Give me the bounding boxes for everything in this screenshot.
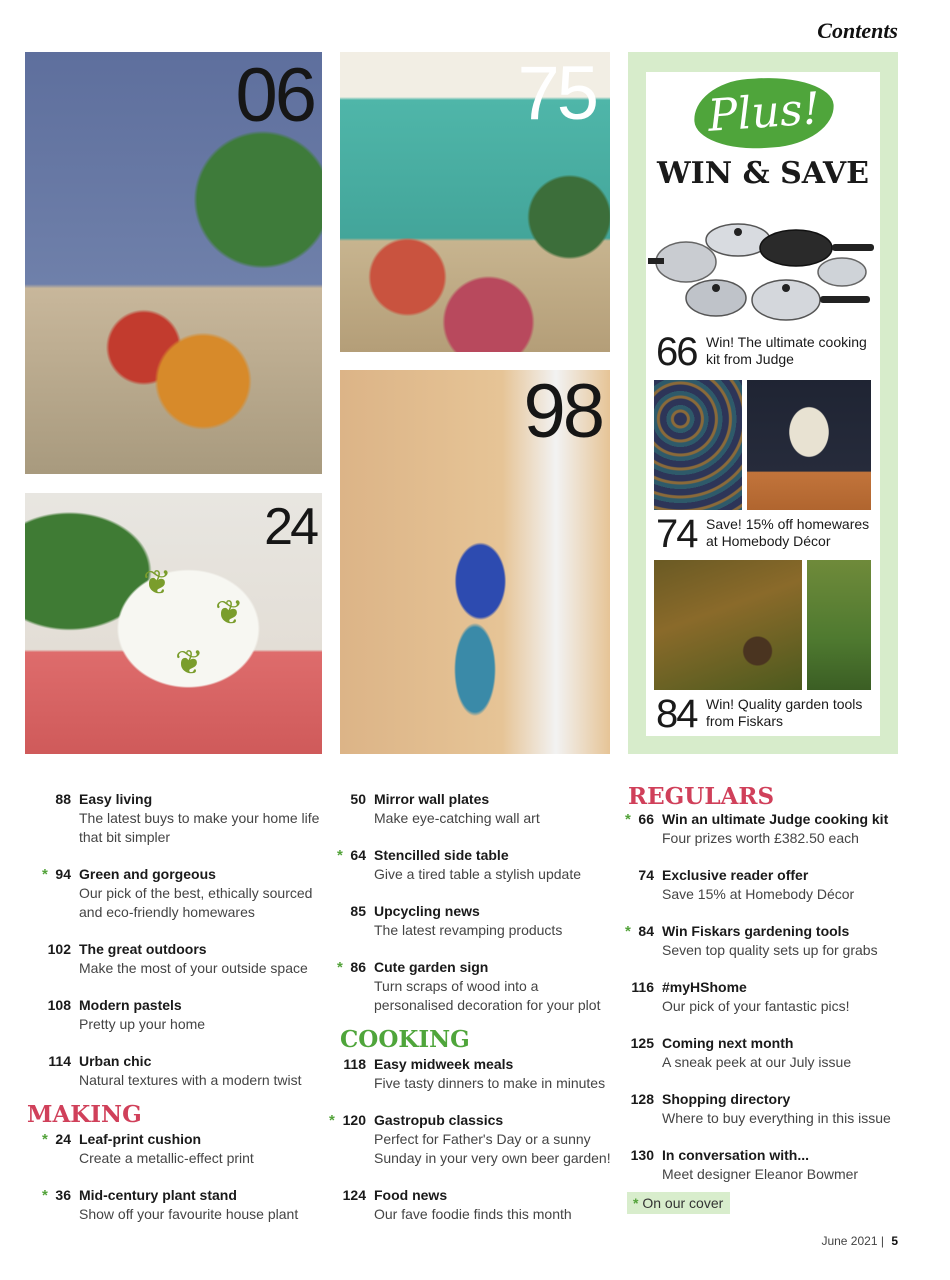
entry-description: The latest revamping products bbox=[374, 922, 563, 938]
photo-bathroom-mirror[interactable] bbox=[747, 380, 871, 510]
cover-note-text: On our cover bbox=[642, 1195, 724, 1211]
offer-cooking-kit[interactable] bbox=[656, 330, 880, 374]
entry-page-number: 116 bbox=[631, 979, 654, 995]
entry-description: Where to buy everything in this issue bbox=[662, 1110, 891, 1126]
entry-title: The great outdoors bbox=[79, 941, 207, 957]
contents-entry[interactable] bbox=[27, 996, 327, 1034]
contents-entry[interactable] bbox=[322, 958, 617, 1015]
page-number: 5 bbox=[891, 1234, 898, 1248]
entry-page-number: 124 bbox=[342, 1187, 366, 1203]
entry-title: In conversation with... bbox=[662, 1147, 810, 1163]
entry-page-number: 130 bbox=[630, 1147, 654, 1163]
entry-page-number: 86 bbox=[350, 959, 366, 975]
cover-star-icon: * bbox=[42, 1131, 48, 1148]
photo-garden-office[interactable] bbox=[340, 370, 610, 754]
contents-entry[interactable] bbox=[610, 810, 910, 848]
entry-page-number: 118 bbox=[343, 1056, 366, 1072]
section-heading-making: MAKING bbox=[27, 1101, 142, 1128]
entry-description: Five tasty dinners to make in minutes bbox=[374, 1075, 606, 1091]
entry-page-number: 108 bbox=[47, 997, 71, 1013]
contents-entry[interactable] bbox=[610, 866, 910, 904]
contents-column-3 bbox=[610, 784, 910, 1202]
entry-description: Four prizes worth £382.50 each bbox=[662, 830, 859, 846]
offer-text: Win! Quality garden tools from Fiskars bbox=[706, 696, 863, 729]
contents-entry[interactable] bbox=[322, 1186, 617, 1224]
cover-star-icon: * bbox=[337, 959, 343, 976]
on-our-cover-key bbox=[627, 1192, 730, 1214]
contents-entry[interactable] bbox=[322, 846, 617, 884]
entry-page-number: 128 bbox=[630, 1091, 654, 1107]
entry-description: Perfect for Father's Day or a sunny Sunday in your very own beer garden! bbox=[374, 1131, 611, 1166]
contents-column-2 bbox=[322, 790, 617, 1242]
photo-leaf-cushion[interactable] bbox=[25, 493, 322, 754]
leaf-icon: ❦ bbox=[143, 564, 172, 602]
win-and-save-inner bbox=[646, 72, 880, 736]
entry-description: Seven top quality sets up for grabs bbox=[662, 942, 878, 958]
cover-star-icon: * bbox=[42, 1187, 48, 1204]
cover-star-icon: * bbox=[329, 1112, 335, 1129]
contents-entry[interactable] bbox=[322, 790, 617, 828]
photo-page-number: 06 bbox=[235, 53, 314, 138]
entry-description: Our pick of the best, ethically sourced and eco-friendly homewares bbox=[79, 885, 313, 920]
photo-outdoor-patio[interactable] bbox=[25, 52, 322, 474]
entry-title: #myHShome bbox=[662, 979, 747, 995]
contents-entry[interactable] bbox=[27, 940, 327, 978]
entry-page-number: 66 bbox=[638, 811, 654, 827]
entry-description: A sneak peek at our July issue bbox=[662, 1054, 852, 1070]
entry-description: Meet designer Eleanor Bowmer bbox=[662, 1166, 859, 1182]
entry-description: Our pick of your fantastic pics! bbox=[662, 998, 850, 1014]
entry-page-number: 24 bbox=[55, 1131, 71, 1147]
contents-entry[interactable] bbox=[27, 1130, 327, 1168]
entry-title: Coming next month bbox=[662, 1035, 794, 1051]
entry-title: Cute garden sign bbox=[374, 959, 489, 975]
entry-title: Mid-century plant stand bbox=[79, 1187, 237, 1203]
contents-entry[interactable] bbox=[27, 865, 327, 922]
contents-entry[interactable] bbox=[322, 1055, 617, 1093]
contents-entry[interactable] bbox=[610, 1090, 910, 1128]
entry-title: Modern pastels bbox=[79, 997, 182, 1013]
contents-entry[interactable] bbox=[322, 902, 617, 940]
entry-description: Save 15% at Homebody Décor bbox=[662, 886, 855, 902]
entry-description: The latest buys to make your home life that bit simpler bbox=[79, 810, 320, 845]
entry-description: Natural textures with a modern twist bbox=[79, 1072, 302, 1088]
entry-title: Upcycling news bbox=[374, 903, 480, 919]
win-save-title: WIN & SAVE bbox=[656, 156, 870, 191]
entry-description: Create a metallic-effect print bbox=[79, 1150, 254, 1166]
entry-page-number: 114 bbox=[48, 1053, 71, 1069]
cover-star-icon: * bbox=[42, 866, 48, 883]
entry-description: Make eye-catching wall art bbox=[374, 810, 540, 826]
contents-entry[interactable] bbox=[27, 1052, 327, 1090]
contents-column-1 bbox=[27, 790, 327, 1242]
entry-title: Gastropub classics bbox=[374, 1112, 504, 1128]
entry-page-number: 74 bbox=[638, 867, 654, 883]
page-folio bbox=[821, 1234, 898, 1248]
plus-badge: Plus! bbox=[692, 73, 837, 153]
offer-text: Save! 15% off homewares at Homebody Décor bbox=[706, 516, 870, 549]
entry-page-number: 36 bbox=[55, 1187, 71, 1203]
entry-title: Mirror wall plates bbox=[374, 791, 490, 807]
photo-garden-leaf-blower[interactable] bbox=[654, 560, 802, 690]
photo-peacock-wallpaper[interactable] bbox=[654, 380, 742, 510]
photo-page-number: 24 bbox=[264, 498, 316, 556]
cover-star-icon: * bbox=[337, 847, 343, 864]
photo-teal-living-room[interactable] bbox=[340, 52, 610, 352]
section-heading-regulars: REGULARS bbox=[628, 783, 775, 810]
entry-page-number: 50 bbox=[350, 791, 366, 807]
contents-entry[interactable] bbox=[610, 1146, 910, 1184]
entry-page-number: 125 bbox=[630, 1035, 654, 1051]
entry-description: Turn scraps of wood into a personalised decoration for your plot bbox=[374, 978, 601, 1013]
entry-page-number: 94 bbox=[55, 866, 71, 882]
contents-heading: Contents bbox=[817, 18, 898, 43]
entry-title: Urban chic bbox=[79, 1053, 152, 1069]
entry-page-number: 88 bbox=[55, 791, 71, 807]
offer-homewares[interactable] bbox=[656, 512, 880, 556]
entry-description: Give a tired table a stylish update bbox=[374, 866, 582, 882]
offer-garden-tools[interactable] bbox=[656, 692, 880, 736]
contents-entry[interactable] bbox=[610, 978, 910, 1016]
folio-separator: | bbox=[880, 1234, 884, 1248]
contents-entry[interactable] bbox=[610, 1034, 910, 1072]
leaf-icon: ❦ bbox=[175, 644, 204, 682]
offer-page-number: 74 bbox=[656, 512, 697, 556]
entry-page-number: 64 bbox=[350, 847, 366, 863]
entry-title: Shopping directory bbox=[662, 1091, 791, 1107]
cover-star-icon: * bbox=[633, 1195, 639, 1211]
contents-entry[interactable] bbox=[322, 1111, 617, 1168]
photo-page-number: 98 bbox=[523, 370, 602, 454]
cover-star-icon: * bbox=[625, 811, 631, 828]
entry-page-number: 84 bbox=[638, 923, 654, 939]
entry-description: Show off your favourite house plant bbox=[79, 1206, 299, 1222]
entry-description: Make the most of your outside space bbox=[79, 960, 308, 976]
entry-title: Win an ultimate Judge cooking kit bbox=[662, 811, 889, 827]
section-heading-cooking: COOKING bbox=[340, 1026, 470, 1053]
entry-description: Our fave foodie finds this month bbox=[374, 1206, 572, 1222]
entry-title: Leaf-print cushion bbox=[79, 1131, 202, 1147]
contents-entry[interactable] bbox=[27, 790, 327, 847]
entry-page-number: 85 bbox=[350, 903, 366, 919]
photo-page-number: 75 bbox=[517, 52, 596, 136]
entry-page-number: 102 bbox=[47, 941, 71, 957]
entry-title: Easy midweek meals bbox=[374, 1056, 514, 1072]
offer-page-number: 84 bbox=[656, 692, 697, 736]
entry-title: Food news bbox=[374, 1187, 448, 1203]
entry-title: Win Fiskars gardening tools bbox=[662, 923, 850, 939]
photo-garden-fork[interactable] bbox=[807, 560, 871, 690]
entry-title: Exclusive reader offer bbox=[662, 867, 809, 883]
issue-date: June 2021 bbox=[821, 1234, 878, 1248]
contents-entry[interactable] bbox=[27, 1186, 327, 1224]
cover-star-icon: * bbox=[625, 923, 631, 940]
entry-title: Easy living bbox=[79, 791, 153, 807]
contents-entry[interactable] bbox=[610, 922, 910, 960]
entry-title: Stencilled side table bbox=[374, 847, 509, 863]
win-and-save-panel bbox=[628, 52, 898, 754]
entry-title: Green and gorgeous bbox=[79, 866, 216, 882]
entry-page-number: 120 bbox=[342, 1112, 366, 1128]
offer-text: Win! The ultimate cooking kit from Judge bbox=[706, 334, 867, 367]
leaf-icon: ❦ bbox=[215, 594, 244, 632]
offer-page-number: 66 bbox=[656, 330, 697, 374]
entry-description: Pretty up your home bbox=[79, 1016, 206, 1032]
cookware-set-image[interactable] bbox=[646, 200, 880, 330]
